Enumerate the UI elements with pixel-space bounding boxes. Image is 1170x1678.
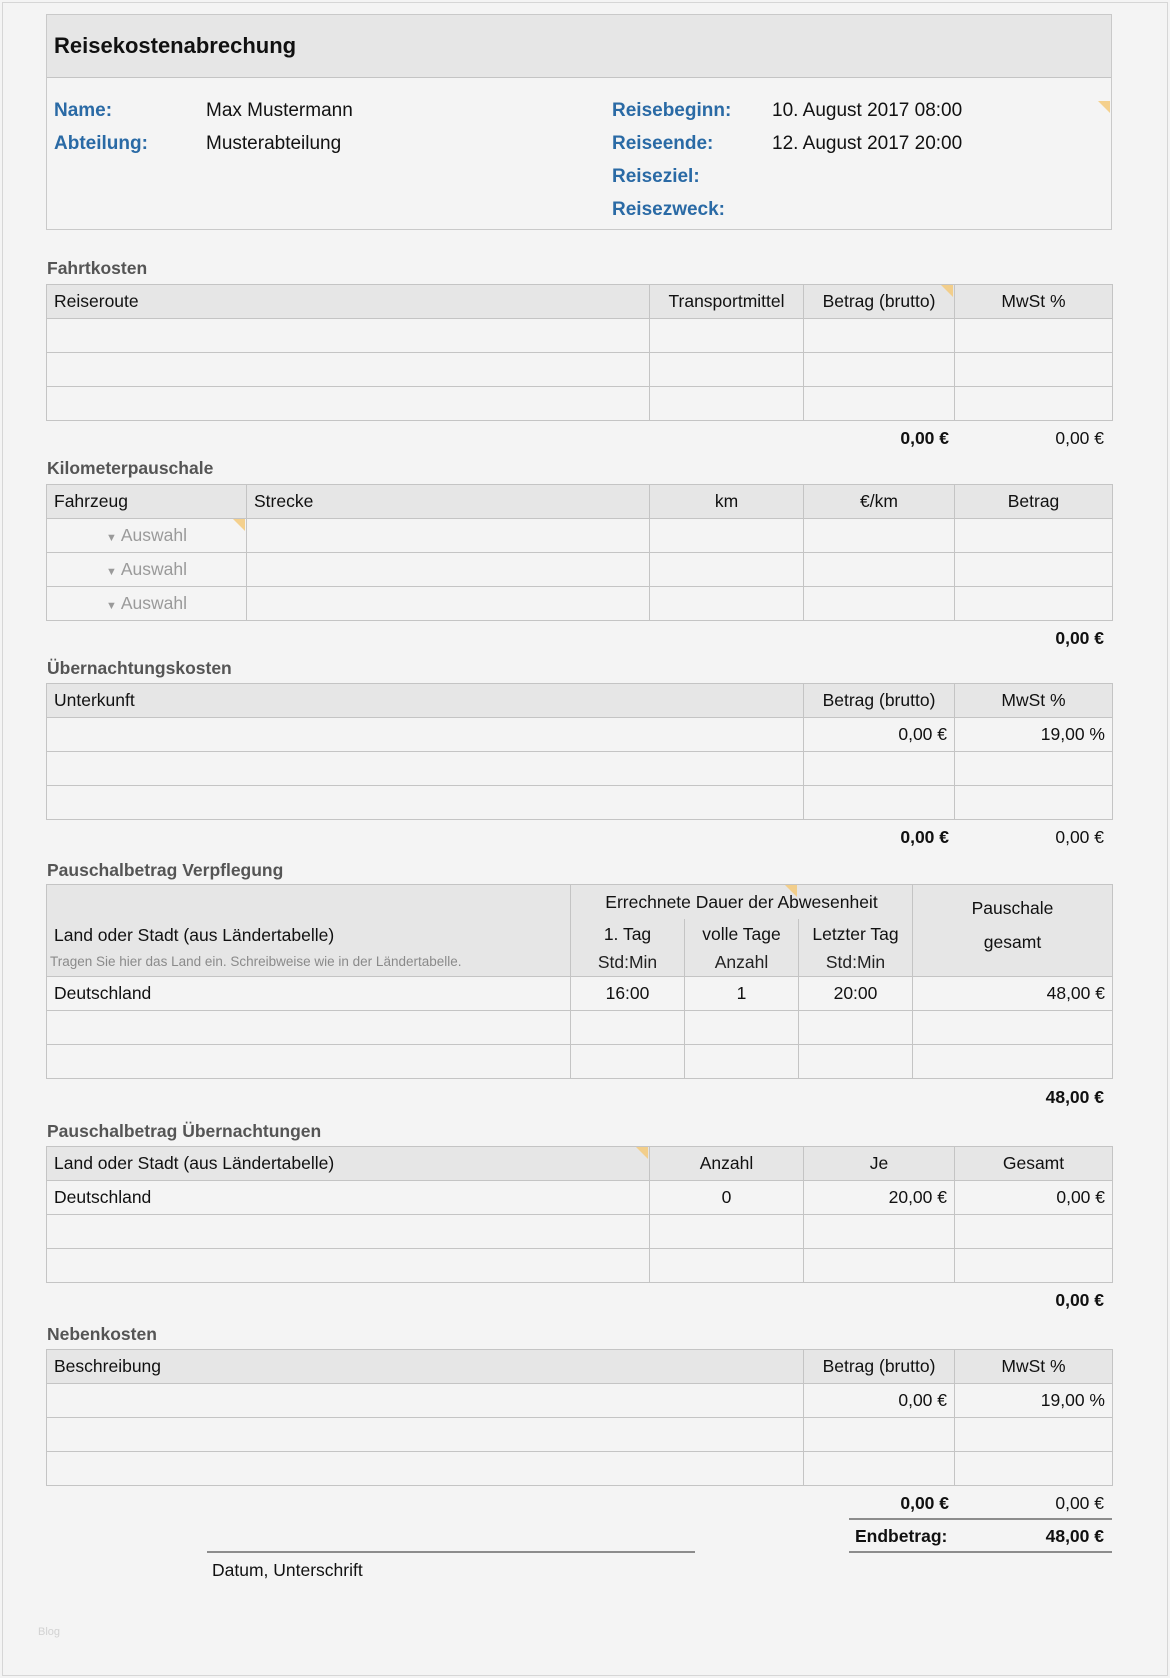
cell-strecke[interactable] — [247, 587, 650, 621]
department-label: Abteilung: — [54, 133, 148, 154]
vehicle-select-value: Auswahl — [120, 593, 187, 613]
watermark: Blog — [38, 1626, 61, 1638]
chevron-down-icon: ▼ — [106, 600, 117, 612]
col-header-unterkunft: Unterkunft — [47, 684, 804, 718]
section-title-nebenkosten: Nebenkosten — [47, 1324, 157, 1344]
kilometerpauschale-total: 0,00 € — [1055, 628, 1104, 648]
cell-beschreibung[interactable] — [47, 1418, 804, 1452]
col-header-eur-per-km: €/km — [804, 485, 955, 519]
nebenkosten-total-brutto: 0,00 € — [900, 1493, 949, 1513]
cell-land[interactable] — [47, 1011, 571, 1045]
col-header-volle-tage: volle Tage — [685, 919, 799, 950]
endbetrag-value: 48,00 € — [1045, 1526, 1104, 1546]
nebenkosten-table — [46, 1349, 1113, 1486]
cell-betrag[interactable] — [804, 353, 955, 387]
cell-land[interactable] — [47, 1045, 571, 1079]
table-row — [47, 387, 1113, 421]
comment-marker-icon[interactable] — [1098, 101, 1110, 113]
chevron-down-icon: ▼ — [106, 532, 117, 544]
cell-transportmittel[interactable] — [650, 353, 804, 387]
section-title-pauschal-uebernachtungen: Pauschalbetrag Übernachtungen — [47, 1121, 322, 1141]
cell-letzter-tag — [799, 1045, 913, 1079]
uebernachtungskosten-table — [46, 683, 1113, 820]
col-header-fahrzeug: Fahrzeug — [47, 485, 247, 519]
header-box — [46, 14, 1112, 230]
verpflegung-total: 48,00 € — [1045, 1087, 1104, 1107]
purpose-label: Reisezweck: — [612, 199, 726, 220]
table-row — [47, 1215, 1113, 1249]
cell-reiseroute[interactable] — [47, 353, 650, 387]
table-row — [47, 1011, 1113, 1045]
fahrtkosten-total-mwst: 0,00 € — [1055, 428, 1104, 448]
kilometerpauschale-table — [46, 484, 1113, 621]
table-header-row — [47, 684, 1113, 718]
col-header-mwst: MwSt % — [955, 684, 1113, 718]
table-row — [47, 353, 1113, 387]
vehicle-select[interactable] — [47, 587, 247, 621]
cell-mwst[interactable]: 19,00 % — [955, 1384, 1113, 1418]
col-header-gesamt: Gesamt — [955, 1147, 1113, 1181]
vehicle-select-value: Auswahl — [120, 525, 187, 545]
cell-eur-km[interactable] — [804, 587, 955, 621]
cell-unterkunft[interactable] — [47, 786, 804, 820]
cell-pauschale: 48,00 € — [913, 977, 1113, 1011]
cell-mwst[interactable] — [955, 353, 1113, 387]
col-header-letzter-tag: Letzter Tag — [799, 919, 913, 950]
table-row — [47, 1384, 1113, 1418]
col-header-mwst: MwSt % — [955, 285, 1113, 319]
table-row — [47, 977, 1113, 1011]
cell-betrag[interactable] — [804, 319, 955, 353]
cell-mwst[interactable] — [955, 786, 1113, 820]
vehicle-select[interactable] — [47, 553, 247, 587]
cell-km[interactable] — [650, 587, 804, 621]
table-row — [47, 519, 1113, 553]
col-header-land-label: Land oder Stadt (aus Ländertabelle) — [54, 925, 335, 945]
col-header-betrag: Betrag — [955, 485, 1113, 519]
summary-divider-bottom — [849, 1551, 1112, 1553]
name-label: Name: — [54, 100, 113, 121]
document-title: Reisekostenabrechung — [54, 33, 297, 58]
cell-km[interactable] — [650, 553, 804, 587]
cell-land[interactable]: Deutschland — [47, 1181, 650, 1215]
cell-mwst[interactable] — [955, 1418, 1113, 1452]
trip-start-label: Reisebeginn: — [612, 100, 732, 121]
table-row — [47, 1452, 1113, 1486]
cell-beschreibung[interactable] — [47, 1384, 804, 1418]
cell-mwst[interactable] — [955, 319, 1113, 353]
table-row — [47, 718, 1113, 752]
cell-unterkunft[interactable] — [47, 752, 804, 786]
table-row — [47, 319, 1113, 353]
col-header-beschreibung: Beschreibung — [47, 1350, 804, 1384]
cell-betrag[interactable] — [804, 752, 955, 786]
cell-gesamt — [955, 1249, 1113, 1283]
cell-reiseroute[interactable] — [47, 387, 650, 421]
section-title-kilometerpauschale: Kilometerpauschale — [47, 458, 214, 478]
table-row — [47, 553, 1113, 587]
cell-mwst[interactable] — [955, 387, 1113, 421]
cell-je — [804, 1249, 955, 1283]
cell-land[interactable] — [47, 1249, 650, 1283]
cell-volle-tage — [685, 1045, 799, 1079]
cell-betrag[interactable] — [804, 1418, 955, 1452]
col-header-mwst: MwSt % — [955, 1350, 1113, 1384]
cell-gesamt: 0,00 € — [955, 1181, 1113, 1215]
uebernachtungskosten-total-mwst: 0,00 € — [1055, 827, 1104, 847]
cell-je: 20,00 € — [804, 1181, 955, 1215]
cell-betrag[interactable] — [955, 519, 1113, 553]
cell-mwst[interactable]: 19,00 % — [955, 718, 1113, 752]
cell-transportmittel[interactable] — [650, 387, 804, 421]
col-header-betrag: Betrag (brutto) — [804, 684, 955, 718]
cell-erster-tag: 16:00 — [571, 977, 685, 1011]
comment-marker-icon[interactable] — [785, 885, 797, 897]
pauschal-uebernachtungen-table — [46, 1146, 1113, 1283]
cell-erster-tag — [571, 1011, 685, 1045]
col-header-erster-tag: 1. Tag — [571, 919, 685, 950]
table-row — [47, 587, 1113, 621]
signature-label: Datum, Unterschrift — [212, 1560, 363, 1580]
department-value[interactable]: Musterabteilung — [206, 133, 342, 154]
cell-eur-km[interactable] — [804, 519, 955, 553]
cell-anzahl[interactable] — [650, 1215, 804, 1249]
col-header-km: km — [650, 485, 804, 519]
col-header-reiseroute: Reiseroute — [47, 285, 650, 319]
table-header-row — [47, 485, 1113, 519]
col-header-land-hint: Tragen Sie hier das Land ein. Schreibweise wie in der Ländertabelle. — [50, 954, 462, 969]
comment-marker-icon[interactable] — [941, 285, 953, 297]
cell-strecke[interactable] — [247, 519, 650, 553]
cell-eur-km[interactable] — [804, 553, 955, 587]
table-header-row — [47, 1147, 1113, 1181]
table-row — [47, 1249, 1113, 1283]
pauschal-uebernachtungen-total: 0,00 € — [1055, 1290, 1104, 1310]
cell-betrag[interactable] — [804, 387, 955, 421]
cell-mwst[interactable] — [955, 1452, 1113, 1486]
section-title-uebernachtungskosten: Übernachtungskosten — [47, 658, 232, 678]
cell-betrag[interactable] — [804, 1452, 955, 1486]
cell-pauschale — [913, 1045, 1113, 1079]
table-row — [47, 1181, 1113, 1215]
cell-beschreibung[interactable] — [47, 1452, 804, 1486]
cell-anzahl[interactable]: 0 — [650, 1181, 804, 1215]
table-header-row — [47, 885, 1113, 920]
col-header-land: Land oder Stadt (aus Ländertabelle) — [47, 1147, 650, 1181]
cell-betrag[interactable]: 0,00 € — [804, 1384, 955, 1418]
vehicle-select-value: Auswahl — [120, 559, 187, 579]
title-band — [47, 15, 1111, 78]
chevron-down-icon: ▼ — [106, 566, 117, 578]
col-header-anzahl: Anzahl — [650, 1147, 804, 1181]
trip-end-label: Reiseende: — [612, 133, 714, 154]
cell-reiseroute[interactable] — [47, 319, 650, 353]
cell-volle-tage — [685, 1011, 799, 1045]
cell-betrag[interactable]: 0,00 € — [804, 718, 955, 752]
cell-land[interactable] — [47, 1215, 650, 1249]
col-header-transportmittel: Transportmittel — [650, 285, 804, 319]
cell-erster-tag — [571, 1045, 685, 1079]
cell-volle-tage: 1 — [685, 977, 799, 1011]
trip-start-value[interactable]: 10. August 2017 08:00 — [772, 100, 963, 121]
endbetrag-label: Endbetrag: — [855, 1526, 948, 1546]
table-header-row — [47, 1350, 1113, 1384]
signature-line — [207, 1551, 695, 1553]
name-value[interactable]: Max Mustermann — [206, 100, 353, 121]
fahrtkosten-total-brutto: 0,00 € — [900, 428, 949, 448]
col-header-pauschale-line1: Pauschale — [971, 898, 1054, 918]
cell-gesamt — [955, 1215, 1113, 1249]
verpflegung-table — [46, 884, 1113, 1079]
table-row — [47, 786, 1113, 820]
cell-land[interactable]: Deutschland — [47, 977, 571, 1011]
col-header-betrag: Betrag (brutto) — [804, 1350, 955, 1384]
col-header-betrag: Betrag (brutto) — [804, 285, 955, 319]
table-row — [47, 1045, 1113, 1079]
fahrtkosten-table — [46, 284, 1113, 421]
trip-end-value[interactable]: 12. August 2017 20:00 — [772, 133, 963, 154]
table-row — [47, 752, 1113, 786]
col-header-je: Je — [804, 1147, 955, 1181]
col-header-abwesenheit: Errechnete Dauer der Abwesenheit — [571, 885, 913, 920]
section-title-fahrtkosten: Fahrtkosten — [47, 258, 148, 278]
col-header-pauschale-line2: gesamt — [983, 932, 1042, 952]
unit-letzter-tag: Std:Min — [799, 950, 913, 977]
summary-divider-top — [849, 1518, 1112, 1520]
cell-betrag[interactable] — [955, 587, 1113, 621]
section-title-verpflegung: Pauschalbetrag Verpflegung — [47, 860, 284, 880]
destination-label: Reiseziel: — [612, 166, 700, 187]
col-header-land — [47, 885, 571, 977]
cell-anzahl[interactable] — [650, 1249, 804, 1283]
cell-pauschale — [913, 1011, 1113, 1045]
uebernachtungskosten-total-brutto: 0,00 € — [900, 827, 949, 847]
cell-strecke[interactable] — [247, 553, 650, 587]
col-header-strecke: Strecke — [247, 485, 650, 519]
comment-marker-icon[interactable] — [636, 1147, 648, 1159]
cell-mwst[interactable] — [955, 752, 1113, 786]
cell-betrag[interactable] — [804, 786, 955, 820]
nebenkosten-total-mwst: 0,00 € — [1055, 1493, 1104, 1513]
comment-marker-icon[interactable] — [233, 519, 245, 531]
cell-betrag[interactable] — [955, 553, 1113, 587]
cell-unterkunft[interactable] — [47, 718, 804, 752]
cell-km[interactable] — [650, 519, 804, 553]
vehicle-select[interactable] — [47, 519, 247, 553]
unit-erster-tag: Std:Min — [571, 950, 685, 977]
unit-volle-tage: Anzahl — [685, 950, 799, 977]
table-row — [47, 1418, 1113, 1452]
cell-letzter-tag — [799, 1011, 913, 1045]
cell-je — [804, 1215, 955, 1249]
cell-letzter-tag: 20:00 — [799, 977, 913, 1011]
cell-transportmittel[interactable] — [650, 319, 804, 353]
col-header-pauschale — [913, 885, 1113, 977]
